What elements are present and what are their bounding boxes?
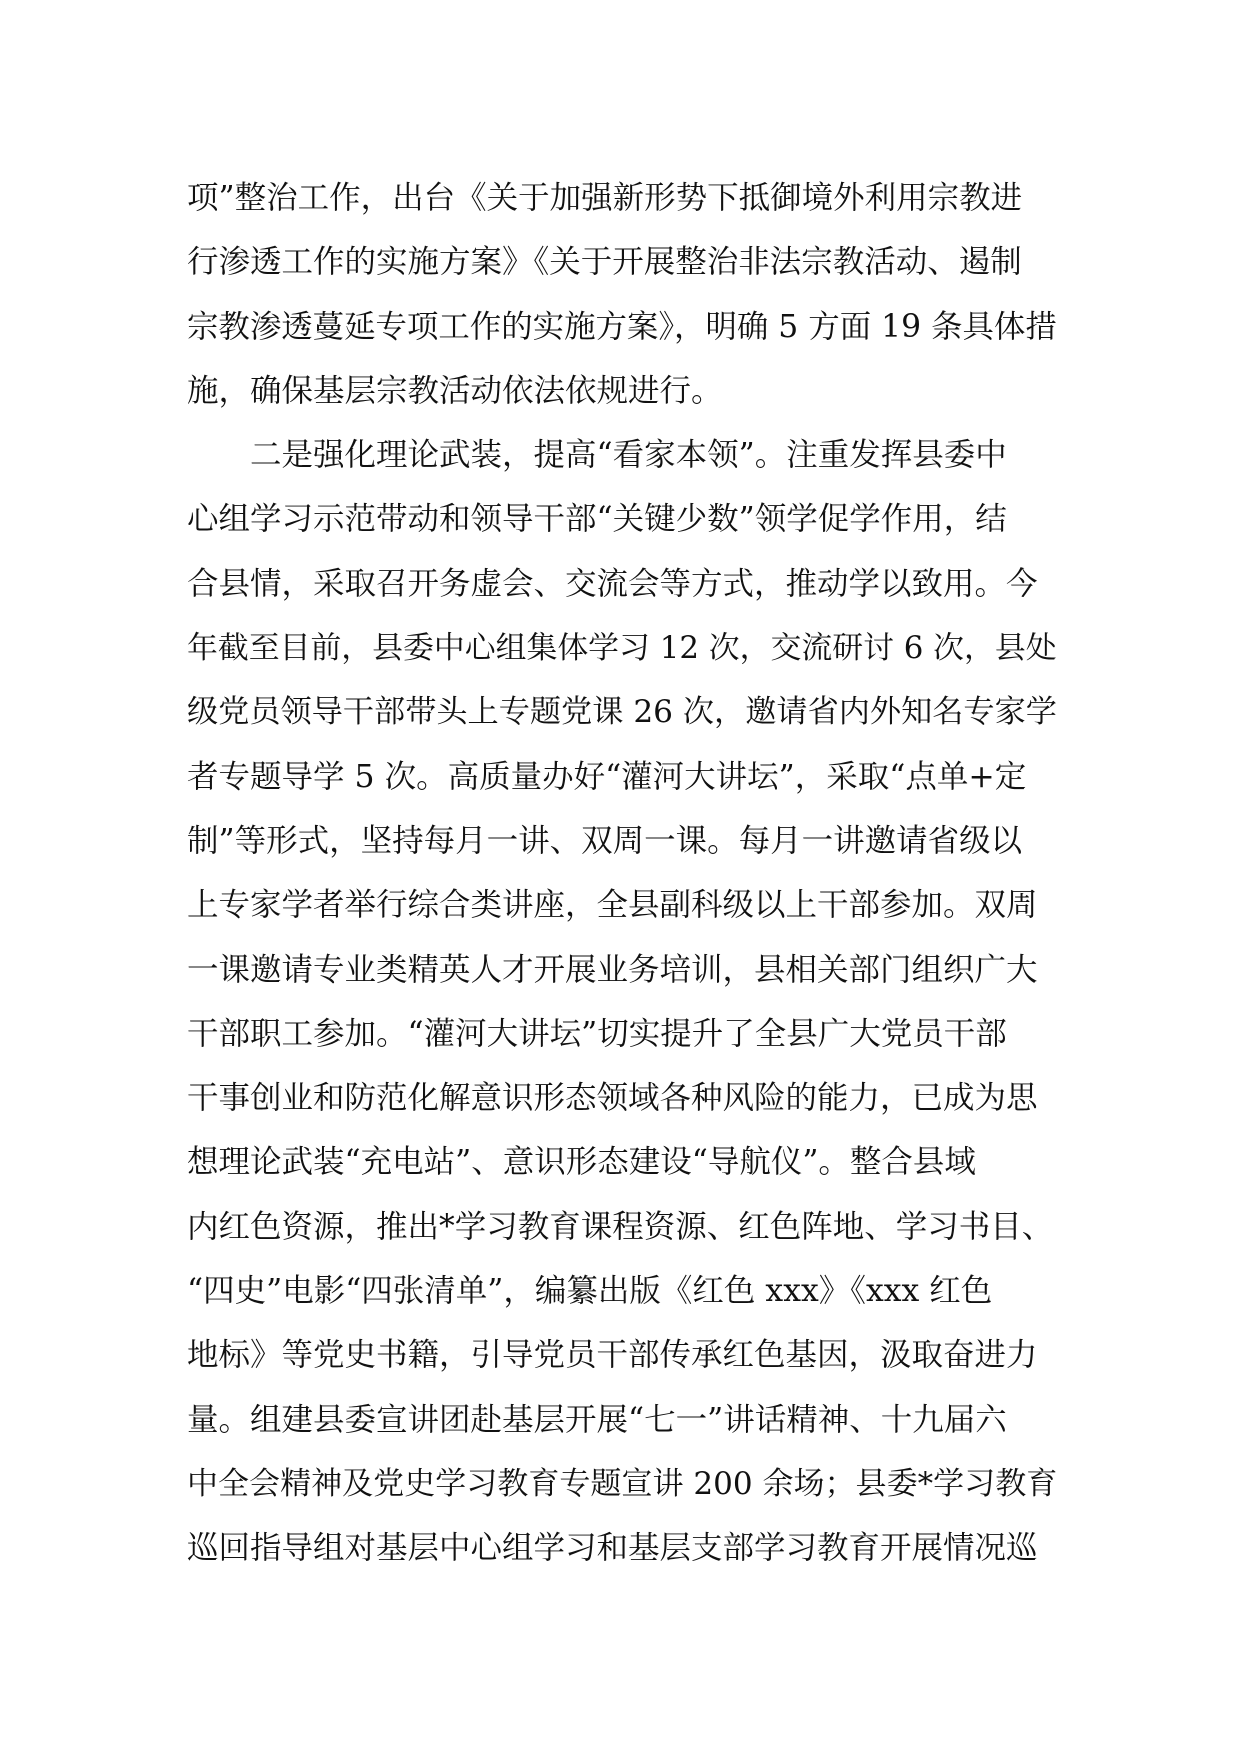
text-line: 项”整治工作，出台《关于加强新形势下抵御境外利用宗教进: [187, 180, 1023, 216]
text-line: 上专家学者举行综合类讲座，全县副科级以上干部参加。双周: [187, 887, 1038, 924]
text-line: 中全会精神及党史学习教育专题宣讲 200 余场；县委*学习教育: [187, 1465, 1057, 1502]
text-line: “四史”电影“四张清单”，编纂出版《红色 xxx》《xxx 红色: [187, 1273, 993, 1310]
body-text: [187, 166, 1057, 1581]
text-line: 年截至目前，县委中心组集体学习 12 次，交流研讨 6 次，县处: [187, 630, 1057, 667]
text-line: 想理论武装“充电站”、意识形态建设“导航仪”。整合县域: [187, 1144, 976, 1181]
text-line: 二是强化理论武装，提高“看家本领”。注重发挥县委中: [187, 437, 1007, 474]
text-line: 行渗透工作的实施方案》《关于开展整治非法宗教活动、遏制: [187, 244, 1022, 281]
text-line: 干部职工参加。“灌河大讲坛”切实提升了全县广大党员干部: [187, 1015, 1007, 1052]
text-line: 地标》等党史书籍，引导党员干部传承红色基因，汲取奋进力: [187, 1337, 1038, 1374]
text-line: 者专题导学 5 次。高质量办好“灌河大讲坛”，采取“点单+定: [187, 758, 1027, 795]
text-line: 巡回指导组对基层中心组学习和基层支部学习教育开展情况巡: [187, 1530, 1038, 1567]
text-line: 级党员领导干部带头上专题党课 26 次，邀请省内外知名专家学: [187, 694, 1057, 731]
text-line: 心组学习示范带动和领导干部“关键少数”领学促学作用，结: [187, 501, 1007, 538]
text-line: 一课邀请专业类精英人才开展业务培训，县相关部门组织广大: [187, 951, 1038, 988]
text-line: 施，确保基层宗教活动依法依规进行。: [187, 372, 723, 409]
text-line: 制”等形式，坚持每月一讲、双周一课。每月一讲邀请省级以: [187, 822, 1023, 859]
text-line: 量。组建县委宣讲团赴基层开展“七一”讲话精神、十九届六: [187, 1401, 1007, 1438]
text-line: 干事创业和防范化解意识形态领域各种风险的能力，已成为思: [187, 1080, 1038, 1117]
text-line: 内红色资源，推出*学习教育课程资源、红色阵地、学习书目、: [187, 1208, 1054, 1245]
text-line: 合县情，采取召开务虚会、交流会等方式，推动学以致用。今: [187, 565, 1038, 602]
text-line: 宗教渗透蔓延专项工作的实施方案》，明确 5 方面 19 条具体措: [187, 308, 1057, 345]
